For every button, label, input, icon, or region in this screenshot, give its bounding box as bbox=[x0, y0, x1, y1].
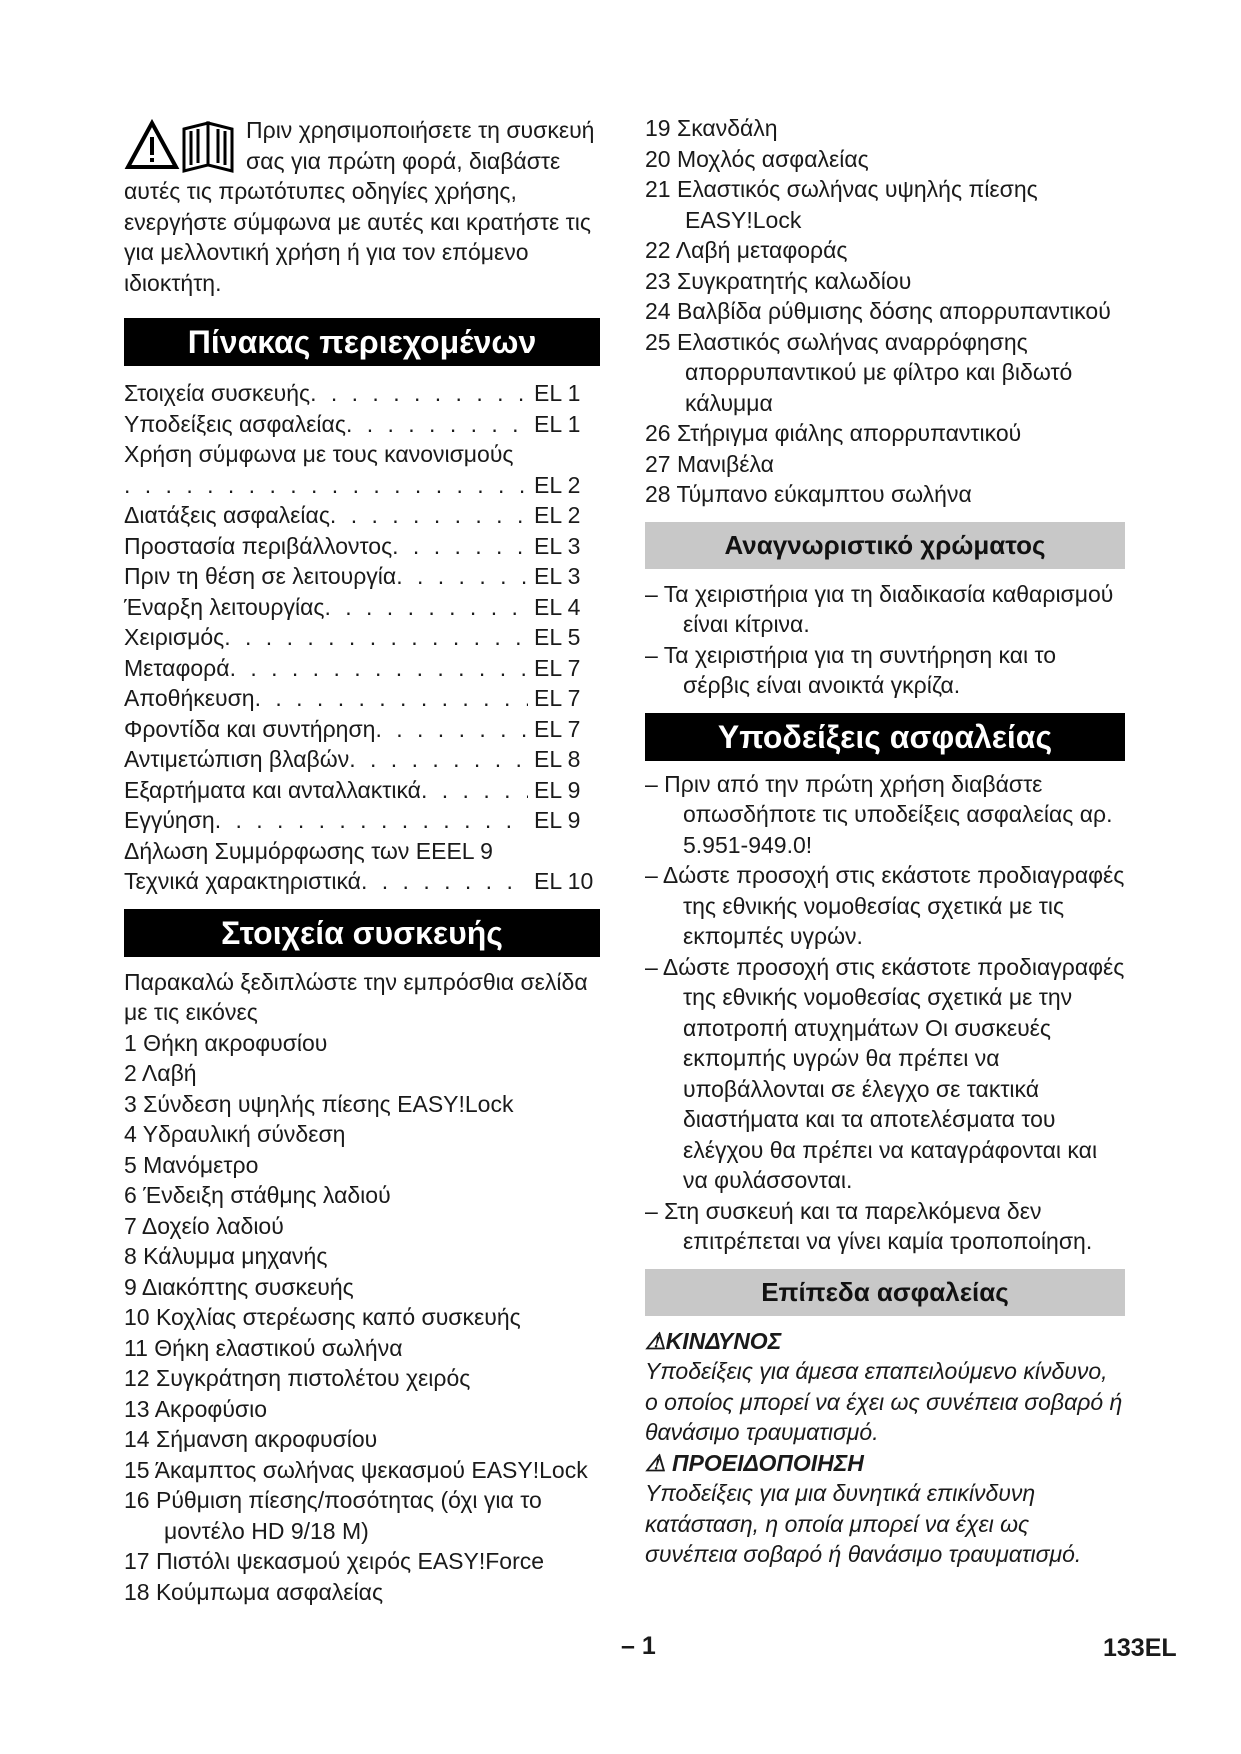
toc-entry[interactable]: Μεταφορά . . . EL 7 bbox=[124, 653, 600, 684]
toc-entry[interactable]: Διατάξεις ασφαλείας . . . EL 2 bbox=[124, 500, 600, 531]
component-item: 2 Λαβή bbox=[124, 1060, 197, 1086]
component-item: 18 Κούμπωμα ασφαλείας bbox=[124, 1578, 384, 1605]
component-item: 28 Τύμπανο εύκαμπτου σωλήνα bbox=[645, 481, 972, 507]
toc-entry[interactable]: Εξαρτήματα και ανταλλακτικά . . . EL 9 bbox=[124, 775, 600, 806]
component-item: 17 Πιστόλι ψεκασμού χειρός EASY!Force bbox=[124, 1548, 545, 1574]
component-item: 20 Μοχλός ασφαλείας bbox=[645, 145, 869, 172]
component-item: 19 Σκανδάλη bbox=[645, 115, 778, 141]
toc-entry[interactable]: Αποθήκευση . . . EL 7 bbox=[124, 683, 600, 714]
warning-manual-icon bbox=[124, 115, 240, 175]
toc-entry[interactable]: Πριν τη θέση σε λειτουργία . . . EL 3 bbox=[124, 561, 600, 592]
component-item: 21 Ελαστικός σωλήνας υψηλής πίεσης EASY!Lock bbox=[645, 176, 1038, 233]
component-item: 26 Στήριγμα φιάλης απορρυπαντικού bbox=[645, 420, 1022, 446]
danger-label: ΚΙΝΔΥΝΟΣ bbox=[665, 1327, 782, 1354]
component-item: 11 Θήκη ελαστικού σωλήνα bbox=[124, 1334, 403, 1361]
intro-block bbox=[124, 115, 600, 298]
component-item: 27 Μανιβέλα bbox=[645, 450, 774, 477]
toc-heading: Πίνακας περιεχομένων bbox=[124, 318, 600, 366]
component-item: 14 Σήμανση ακροφυσίου bbox=[124, 1426, 378, 1452]
component-item: 5 Μανόμετρο bbox=[124, 1151, 259, 1178]
component-item: 4 Υδραυλική σύνδεση bbox=[124, 1121, 346, 1147]
toc-entry[interactable]: Προστασία περιβάλλοντος . . . EL 3 bbox=[124, 531, 600, 562]
toc-entry-page[interactable]: . . . EL 2 bbox=[124, 470, 600, 501]
levels-heading: Επίπεδα ασφαλείας bbox=[645, 1269, 1125, 1316]
component-item: 3 Σύνδεση υψηλής πίεσης EASY!Lock bbox=[124, 1090, 514, 1117]
safety-item: – Πριν από την πρώτη χρήση διαβάστε οπωσδήποτε τις υποδείξεις ασφαλείας αρ. 5.951-949.0! bbox=[645, 770, 1113, 858]
toc-entry[interactable]: Αντιμετώπιση βλαβών . . . EL 8 bbox=[124, 744, 600, 775]
component-item: 10 Κοχλίας στερέωσης καπό συσκευής bbox=[124, 1304, 521, 1330]
safety-item: – Δώστε προσοχή στις εκάστοτε προδιαγραφές της εθνικής νομοθεσίας σχετικά με τις εκπομπές υγρών. bbox=[645, 862, 1125, 949]
color-id-heading: Αναγνωριστικό χρώματος bbox=[645, 522, 1125, 569]
color-id-item: – Τα χειριστήρια για τη συντήρηση και το σέρβις είναι ανοικτά γκρίζα. bbox=[645, 641, 1057, 698]
color-id-item: – Τα χειριστήρια για τη διαδικασία καθαρισμού είναι κίτρινα. bbox=[645, 580, 1114, 637]
warning-triangle-icon: ⚠ bbox=[645, 1449, 673, 1476]
toc-entry[interactable]: Τεχνικά χαρακτηριστικά . . . EL 10 bbox=[124, 866, 600, 897]
warning-label: ΠΡΟΕΙΔΟΠΟΙΗΣΗ bbox=[672, 1449, 864, 1476]
component-item: 13 Ακροφύσιο bbox=[124, 1395, 268, 1422]
danger-label-row bbox=[645, 1326, 1125, 1357]
toc-list bbox=[124, 378, 600, 897]
footer-section-number: – 1 bbox=[621, 1632, 656, 1660]
safety-item: – Δώστε προσοχή στις εκάστοτε προδιαγραφές της εθνικής νομοθεσίας σχετικά με την αποτροπή ατυχημάτων Οι συσκευές εκπομπής υγρών θα πρέπει να υποβάλλονται σε έλεγχο σε τακτικά διαστήματα και τα αποτελέσματα του ελέγχου θα πρέπει να καταγράφονται και να φυλάσσονται. bbox=[645, 953, 1125, 1193]
right-column bbox=[645, 113, 1125, 1570]
warning-text: Υποδείξεις για μια δυνητικά επικίνδυνη κατάσταση, η οποία μπορεί να έχει ως συνέπεια σοβαρό ή θανάσιμο τραυματισμό. bbox=[645, 1480, 1082, 1567]
toc-entry[interactable]: Χειρισμός . . . EL 5 bbox=[124, 622, 600, 653]
toc-entry[interactable]: Έναρξη λειτουργίας . . . EL 4 bbox=[124, 592, 600, 623]
toc-entry[interactable]: Στοιχεία συσκευής . . . EL 1 bbox=[124, 378, 600, 409]
components-intro: Παρακαλώ ξεδιπλώστε την εμπρόσθια σελίδα με τις εικόνες bbox=[124, 968, 588, 1025]
footer-page-number: 133EL bbox=[1103, 1634, 1177, 1662]
component-item: 7 Δοχείο λαδιού bbox=[124, 1212, 284, 1239]
component-item: 23 Συγκρατητής καλωδίου bbox=[645, 267, 912, 294]
warning-triangle-icon: ⚠ bbox=[645, 1327, 666, 1354]
danger-text: Υποδείξεις για άμεσα επαπειλούμενο κίνδυνο, ο οποίος μπορεί να έχει ως συνέπεια σοβαρό ή θανάσιμο τραυματισμό. bbox=[645, 1358, 1123, 1445]
component-item: 15 Άκαμπτος σωλήνας ψεκασμού EASY!Lock bbox=[124, 1456, 588, 1483]
warning-label-row bbox=[645, 1448, 1125, 1479]
component-item: 16 Ρύθμιση πίεσης/ποσότητας (όχι για το μοντέλο HD 9/18 M) bbox=[124, 1487, 542, 1544]
toc-entry[interactable]: Δήλωση Συμμόρφωσης των ΕΕ EL 9 bbox=[124, 837, 493, 864]
safety-heading: Υποδείξεις ασφαλείας bbox=[645, 713, 1125, 761]
component-item: 6 Ένδειξη στάθμης λαδιού bbox=[124, 1182, 391, 1208]
component-item: 25 Ελαστικός σωλήνας αναρρόφησης απορρυπαντικού με φίλτρο και βιδωτό κάλυμμα bbox=[645, 328, 1073, 416]
left-column bbox=[124, 115, 600, 1607]
safety-item: – Στη συσκευή και τα παρελκόμενα δεν επιτρέπεται να γίνει καμία τροποποίηση. bbox=[645, 1197, 1093, 1254]
toc-entry[interactable]: Εγγύηση . . . EL 9 bbox=[124, 805, 600, 836]
toc-entry[interactable]: Φροντίδα και συντήρηση . . . EL 7 bbox=[124, 714, 600, 745]
component-item: 8 Κάλυμμα μηχανής bbox=[124, 1243, 328, 1269]
intro-text: Πριν χρησιμοποιήσετε τη συσκευή σας για πρώτη φορά, διαβάστε αυτές τις πρωτότυπες οδηγίες χρήσης, ενεργήστε σύμφωνα με αυτές και κρατήστε τις για μελλοντική χρήση ή για τον επόμενο ιδιοκτήτη. bbox=[124, 117, 595, 296]
components-list bbox=[124, 1028, 600, 1608]
component-item: 12 Συγκράτηση πιστολέτου χειρός bbox=[124, 1365, 471, 1391]
components-list-continued bbox=[645, 113, 1125, 510]
component-item: 22 Λαβή μεταφοράς bbox=[645, 237, 848, 263]
component-item: 9 Διακόπτης συσκευής bbox=[124, 1273, 354, 1300]
toc-entry[interactable]: Υποδείξεις ασφαλείας . . . EL 1 bbox=[124, 409, 600, 440]
toc-entry[interactable]: Χρήση σύμφωνα με τους κανονισμούς bbox=[124, 441, 514, 467]
component-item: 24 Βαλβίδα ρύθμισης δόσης απορρυπαντικού bbox=[645, 298, 1111, 324]
components-heading: Στοιχεία συσκευής bbox=[124, 909, 600, 957]
component-item: 1 Θήκη ακροφυσίου bbox=[124, 1029, 328, 1056]
